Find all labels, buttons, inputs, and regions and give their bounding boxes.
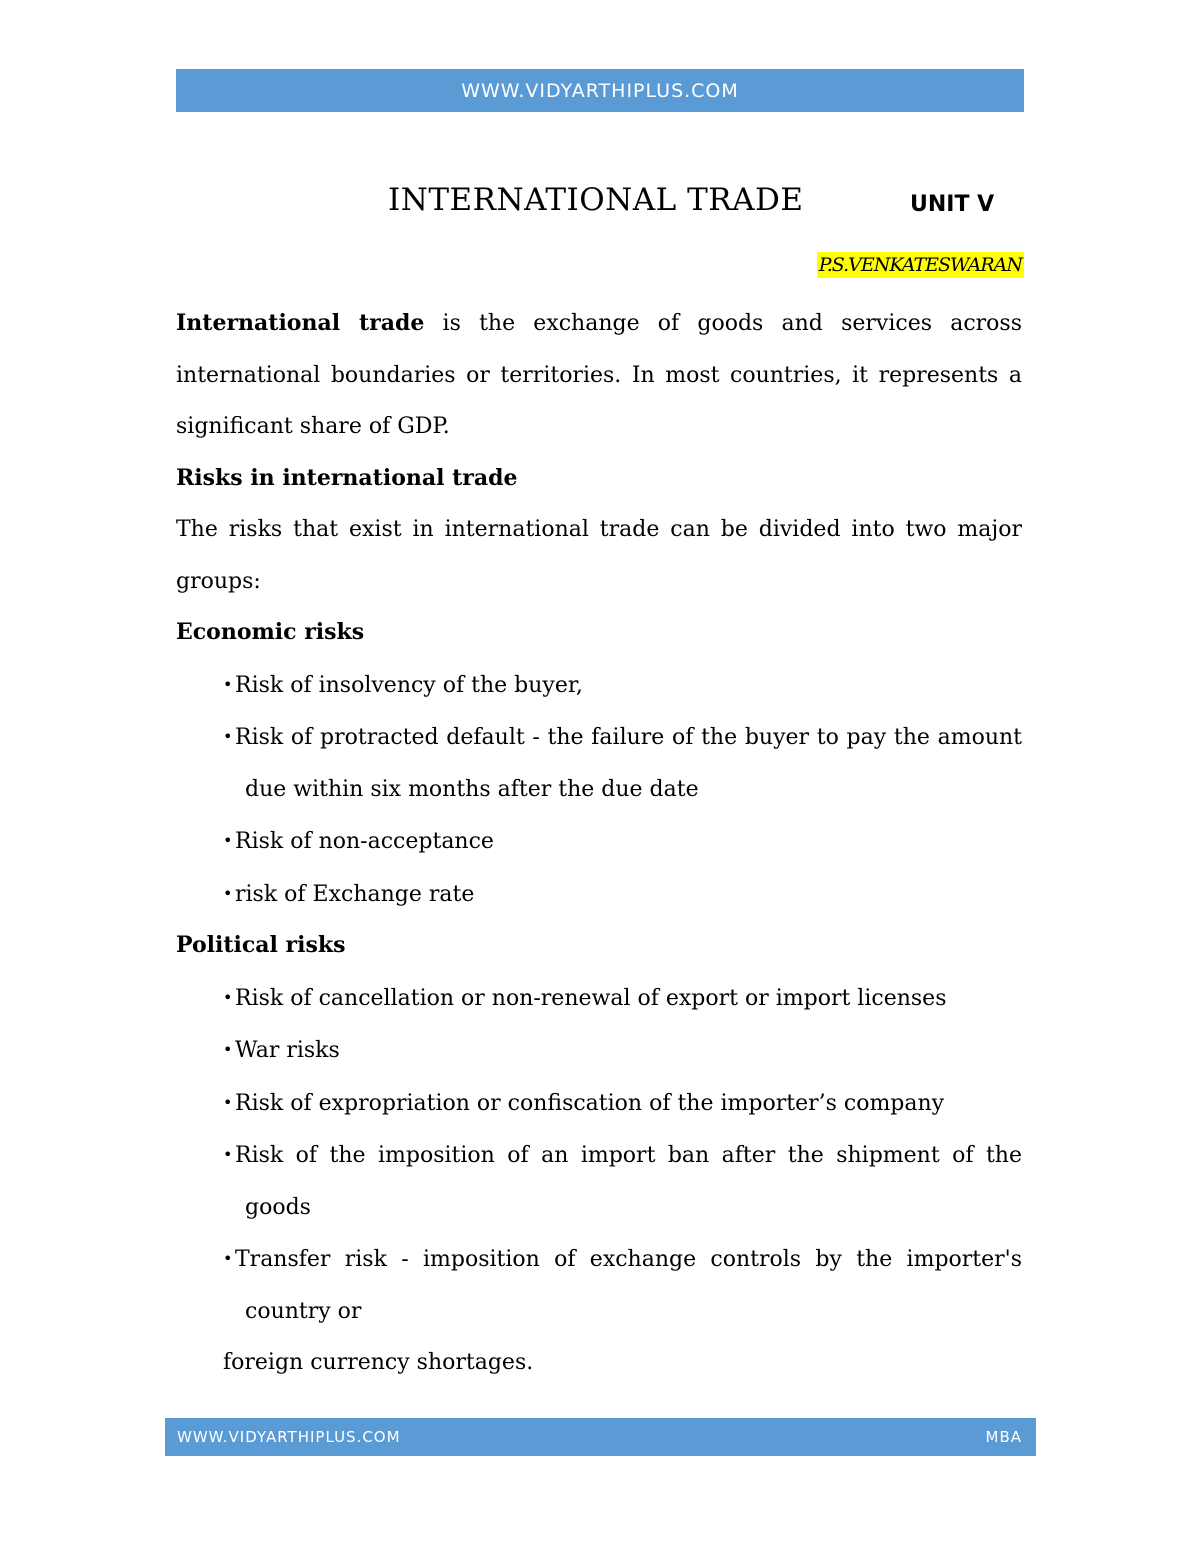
- bullet-icon: •: [223, 1145, 233, 1164]
- list-item: [176, 1077, 1022, 1130]
- list-item-text: Risk of expropriation or confiscation of the importer’s company: [235, 1090, 945, 1116]
- list-item: [176, 1233, 1022, 1337]
- list-item-text: War risks: [235, 1038, 340, 1063]
- header-site-text: WWW.VIDYARTHIPLUS.COM: [461, 80, 739, 102]
- list-item-text: Risk of cancellation or non-renewal of export or import licenses: [235, 985, 947, 1011]
- list-item: [176, 1024, 1022, 1077]
- footer-site-text: WWW.VIDYARTHIPLUS.COM: [177, 1428, 401, 1446]
- list-continuation: foreign currency shortages.: [223, 1350, 534, 1375]
- risks-heading: Risks in international trade: [176, 464, 518, 491]
- header-band: [176, 69, 1024, 112]
- footer-program: MBA: [985, 1428, 1022, 1446]
- bullet-icon: •: [223, 727, 233, 746]
- bullet-icon: •: [223, 1040, 233, 1059]
- list-item-text: Transfer risk - imposition of exchange controls by the importer's country or: [235, 1247, 1022, 1324]
- intro-text: is the exchange of goods and services across international boundaries or territories. In most countries, it represents a significant share of GDP.: [176, 311, 1022, 439]
- list-item: [176, 868, 1022, 921]
- unit-label: UNIT V: [910, 192, 995, 217]
- list-item: [176, 972, 1022, 1025]
- bullet-icon: •: [223, 1249, 233, 1268]
- list-item-text: Risk of the imposition of an import ban after the shipment of the goods: [235, 1143, 1022, 1220]
- footer-band: [165, 1418, 1036, 1456]
- list-item-text: Risk of non-acceptance: [235, 829, 494, 854]
- bullet-icon: •: [223, 883, 233, 903]
- list-item: [176, 711, 1022, 815]
- bullet-icon: •: [223, 831, 233, 850]
- political-risks-heading: Political risks: [176, 932, 346, 958]
- economic-risks-heading: Economic risks: [176, 619, 365, 645]
- intro-term: International trade: [176, 310, 425, 336]
- list-item: [176, 659, 1022, 712]
- intro-paragraph: [176, 298, 1022, 453]
- page-title: INTERNATIONAL TRADE: [388, 182, 804, 218]
- bullet-icon: •: [223, 1092, 233, 1112]
- list-item-text: Risk of protracted default - the failure of the buyer to pay the amount due within six months after the due date: [235, 725, 1022, 802]
- list-item-text: Risk of insolvency of the buyer,: [235, 672, 583, 698]
- list-item-text: risk of Exchange rate: [235, 881, 475, 907]
- risks-intro: The risks that exist in international trade can be divided into two major groups:: [176, 517, 1022, 594]
- author-name: P.S.VENKATESWARAN: [818, 254, 1022, 276]
- bullet-icon: •: [223, 987, 233, 1007]
- list-item: [176, 815, 1022, 868]
- list-item: [176, 1129, 1022, 1233]
- bullet-icon: •: [223, 674, 233, 694]
- document-body: [176, 298, 1022, 1389]
- title-row: [0, 180, 1200, 230]
